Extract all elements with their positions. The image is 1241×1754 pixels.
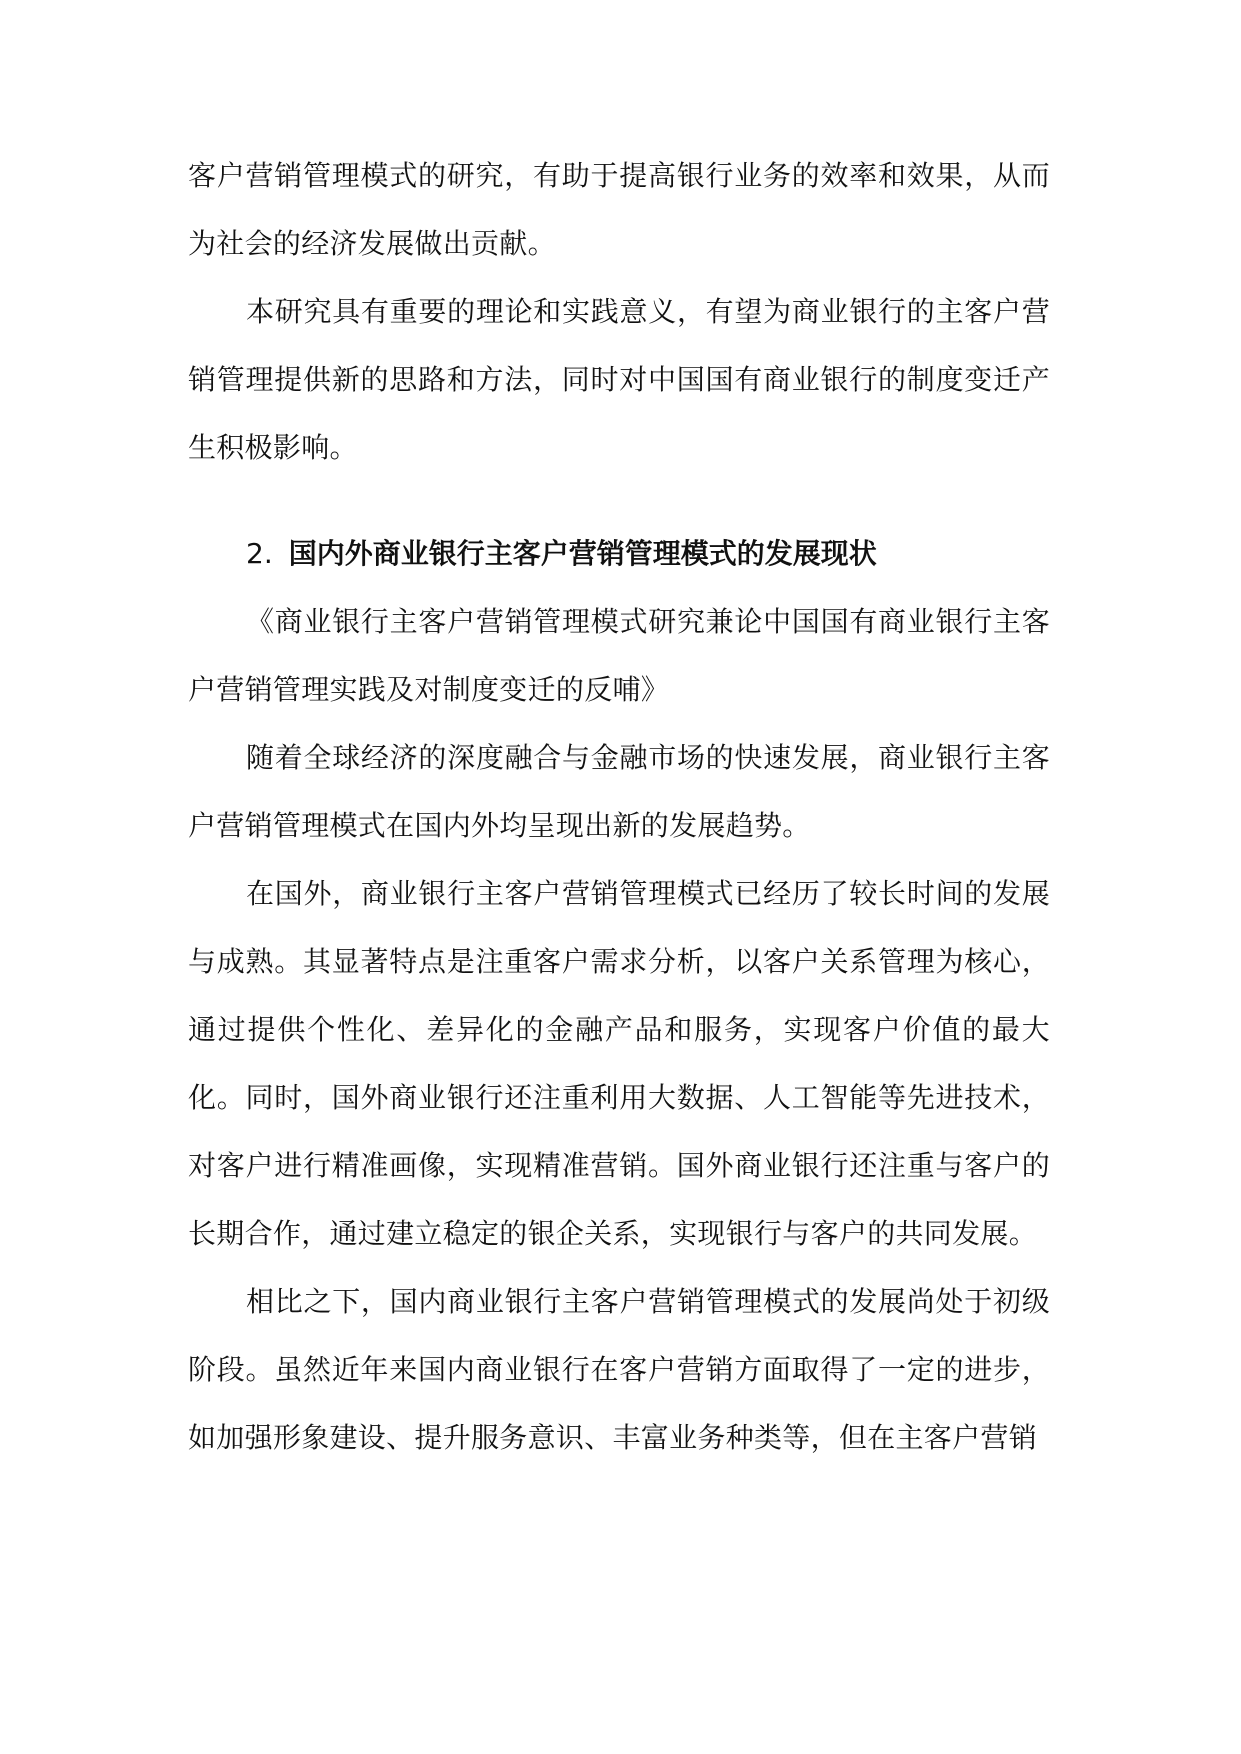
paragraph-continuation: 客户营销管理模式的研究，有助于提高银行业务的效率和效果，从而为社会的经济发展做出贡献。 xyxy=(188,159,1050,260)
paragraph-foreign: 在国外，商业银行主客户营销管理模式已经历了较长时间的发展与成熟。其显著特点是注重客户需求分析，以客户关系管理为核心，通过提供个性化、差异化的金融产品和服务，实现客户价值的最大化。同时，国外商业银行还注重利用大数据、人工智能等先进技术，对客户进行精准画像，实现精准营销。国外商业银行还注重与客户的长期合作，通过建立稳定的银企关系，实现银行与客户的共同发展。 xyxy=(188,877,1050,1250)
paragraph-significance: 本研究具有重要的理论和实践意义，有望为商业银行的主客户营销管理提供新的思路和方法，同时对中国国有商业银行的制度变迁产生积极影响。 xyxy=(188,295,1050,464)
paragraph-domestic: 相比之下，国内商业银行主客户营销管理模式的发展尚处于初级阶段。虽然近年来国内商业银行在客户营销方面取得了一定的进步，如加强形象建设、提升服务意识、丰富业务种类等，但在主客户营销 xyxy=(188,1285,1050,1454)
section-number: 2. xyxy=(246,537,273,570)
paragraph-book-title: 《商业银行主客户营销管理模式研究兼论中国国有商业银行主客户营销管理实践及对制度变迁的反哺》 xyxy=(188,605,1050,706)
section-title: 国内外商业银行主客户营销管理模式的发展现状 xyxy=(288,537,877,570)
section-heading xyxy=(188,520,1050,588)
paragraph-trend: 随着全球经济的深度融合与金融市场的快速发展，商业银行主客户营销管理模式在国内外均呈现出新的发展趋势。 xyxy=(188,741,1050,842)
document-body xyxy=(188,142,1050,1472)
